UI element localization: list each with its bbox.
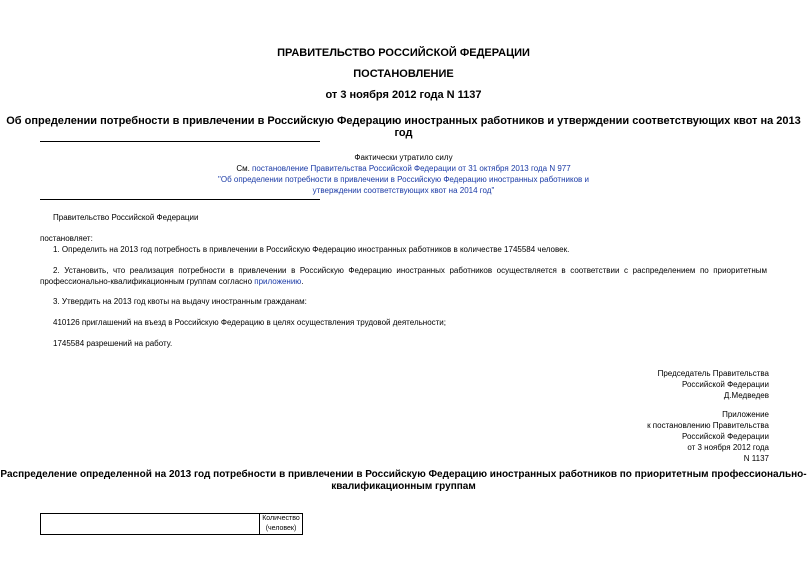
item-2	[40, 265, 767, 287]
appendix-reference	[647, 409, 769, 464]
status-note	[0, 152, 807, 196]
item-3: 3. Утвердить на 2013 год квоты на выдачу иностранным гражданам:	[53, 297, 307, 306]
appendix-ref-line4: от 3 ноября 2012 года	[687, 443, 769, 452]
appendix-title	[0, 469, 807, 493]
appendix-ref-line1: Приложение	[722, 410, 769, 419]
quota-2: 1745584 разрешений на работу.	[53, 339, 173, 348]
table-header-col2-line1: Количество	[262, 515, 300, 522]
appendix-ref-line3: Российской Федерации	[682, 432, 769, 441]
signature-line3: Д.Медведев	[723, 391, 769, 400]
appendix-link[interactable]: приложению	[254, 277, 302, 286]
signature-line2: Российской Федерации	[682, 380, 769, 389]
divider-top	[40, 141, 320, 142]
status-note-link-line4[interactable]: утверждении соответствующих квот на 2014 год"	[312, 186, 495, 195]
resolves: постановляет:	[40, 234, 93, 243]
status-note-prefix: См.	[236, 164, 253, 173]
doc-title: Об определении потребности в привлечении в Российскую Федерацию иностранных работников и утверждении соответствующих квот на 2013 год	[6, 115, 801, 139]
appendix-ref-line2: к постановлению Правительства	[647, 421, 769, 430]
preamble: Правительство Российской Федерации	[53, 213, 199, 222]
item-2-text: 2. Установить, что реализация потребности в привлечении в Российскую Федерацию иностранных работников осуществляется в соответствии с распределением по приоритетным профессионально-квалификационным группам согласно	[40, 266, 767, 286]
table-header-col2-line2: (человек)	[265, 525, 297, 532]
appendix-title-line2: квалификационным группам	[331, 481, 476, 492]
government-heading: ПРАВИТЕЛЬСТВО РОССИЙСКОЙ ФЕДЕРАЦИИ	[277, 47, 530, 59]
appendix-ref-line5: N 1137	[743, 454, 769, 463]
quota-1: 410126 приглашений на въезд в Российскую Федерацию в целях осуществления трудовой деятельности;	[53, 318, 446, 327]
appendix-title-line1: Распределение определенной на 2013 год потребности в привлечении в Российскую Федерацию иностранных работников по приоритетным профессионально-	[0, 469, 807, 480]
distribution-table	[40, 513, 303, 535]
item-1: 1. Определить на 2013 год потребность в привлечении в Российскую Федерацию иностранных работников в количестве 1745584 человек.	[53, 245, 570, 254]
doc-type-heading: ПОСТАНОВЛЕНИЕ	[353, 68, 454, 80]
status-note-line2	[0, 163, 807, 174]
status-note-line1: Фактически утратило силу	[354, 153, 453, 162]
table-header-col1	[41, 514, 260, 535]
status-note-link[interactable]: постановление Правительства Российской Федерации от 31 октября 2013 года N 977	[252, 164, 571, 173]
item-2-end: .	[301, 277, 304, 286]
divider-bottom	[40, 199, 320, 200]
signature-block	[658, 368, 769, 401]
status-note-link-line3[interactable]: "Об определении потребности в привлечении в Российскую Федерацию иностранных работников и	[218, 175, 589, 184]
doc-date-number: от 3 ноября 2012 года N 1137	[325, 89, 482, 101]
table-header-col2	[260, 514, 303, 535]
table-header-row	[41, 514, 303, 535]
signature-line1: Председатель Правительства	[657, 369, 769, 378]
